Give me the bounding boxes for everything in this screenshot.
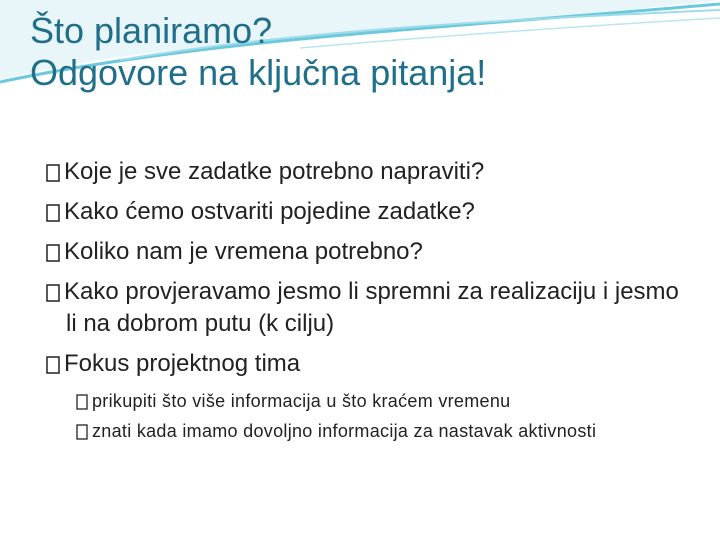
- bullet-list: [46, 156, 686, 444]
- bullet-text: Koje je sve zadatke potrebno napraviti?: [64, 158, 485, 185]
- missing-glyph-box-icon: [76, 388, 92, 414]
- missing-glyph-box-icon: [46, 156, 64, 188]
- bullet-item: [46, 276, 686, 340]
- bullet-item: [46, 156, 686, 188]
- title-line-2: Odgovore na ključna pitanja!: [30, 52, 487, 93]
- bullet-text: Kako provjeravamo jesmo li spremni za realizaciju i jesmo li na dobrom putu (k cilju): [64, 278, 679, 337]
- bullet-text: Fokus projektnog tima: [64, 350, 301, 377]
- bullet-item: [46, 236, 686, 268]
- bullet-item: [46, 196, 686, 228]
- sub-bullet-text: prikupiti što više informacija u što kraćem vremenu: [92, 391, 511, 411]
- sub-bullet-item: [76, 388, 686, 414]
- title-line-1: Što planiramo?: [30, 10, 273, 51]
- missing-glyph-box-icon: [46, 236, 64, 268]
- bullet-text: Kako ćemo ostvariti pojedine zadatke?: [64, 198, 475, 225]
- missing-glyph-box-icon: [46, 276, 64, 308]
- sub-bullet-text: znati kada imamo dovoljno informacija za nastavak aktivnosti: [92, 421, 597, 441]
- bullet-item: [46, 348, 686, 380]
- missing-glyph-box-icon: [76, 418, 92, 444]
- bullet-text: Koliko nam je vremena potrebno?: [64, 238, 423, 265]
- missing-glyph-box-icon: [46, 348, 64, 380]
- sub-bullet-item: [76, 418, 686, 444]
- missing-glyph-box-icon: [46, 196, 64, 228]
- slide-title: [30, 10, 486, 94]
